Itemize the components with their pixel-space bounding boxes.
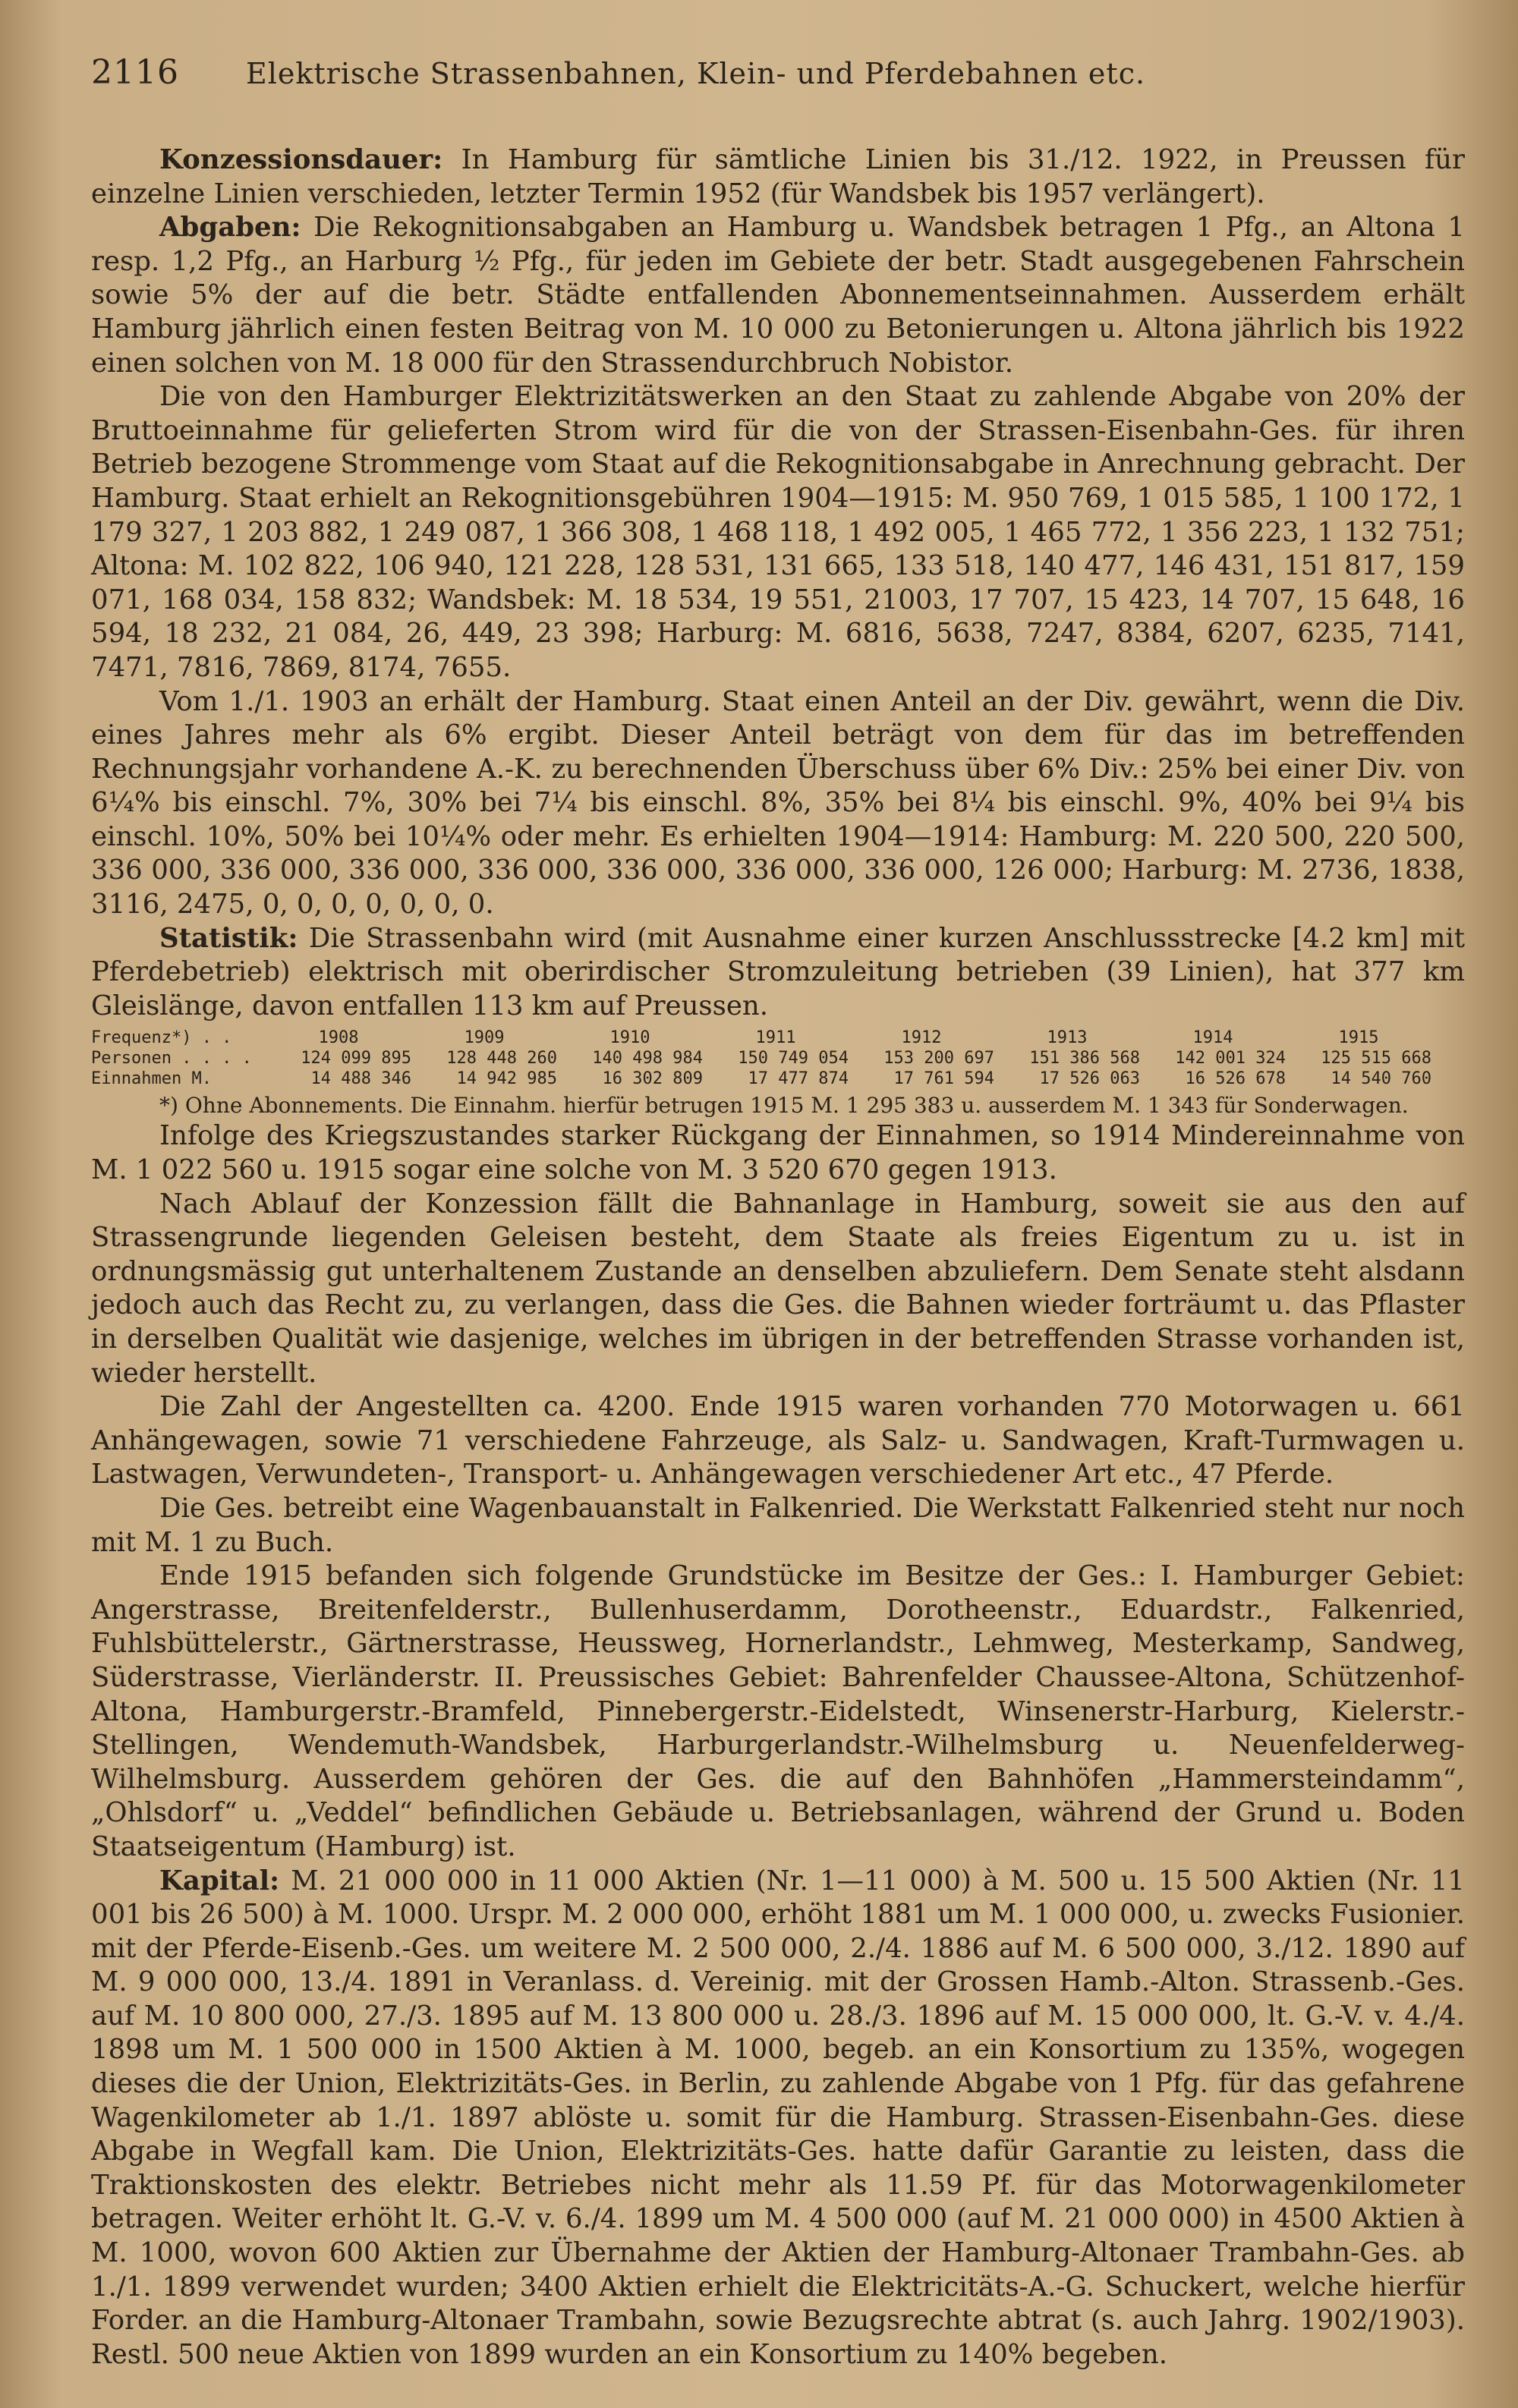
paragraph-abgabe-strom: Die von den Hamburger Elektrizitätswerken an den Staat zu zahlende Abgabe von 20% der Bruttoeinnahme für gelieferten Strom wird für die von der Strassen-Eisenbahn-Ges. für ihren Betrieb bezogene Strommenge vom Staat auf die Rekognitionsabgabe in Anrechnung gebracht. Der Hamburg. Staat erhielt an Rekognitionsgebühren 1904—1915: M. 950 769, 1 015 585, 1 100 172, 1 179 327, 1 203 882, 1 249 087, 1 366 308, 1 468 118, 1 492 005, 1 465 772, 1 356 223, 1 132 751; Altona: M. 102 822, 106 940, 121 228, 128 531, 131 665, 133 518, 140 477, 146 431, 151 817, 159 071, 168 034, 158 832; Wandsbek: M. 18 534, 19 551, 21003, 17 707, 15 423, 14 707, 15 648, 16 594, 18 232, 21 084, 26, 449, 23 398; Harburg: M. 6816, 5638, 7247, 8384, 6207, 6235, 7141, 7471, 7816, 7869, 8174, 7655. [91, 381, 1465, 683]
paragraph-statistik [91, 922, 1465, 1024]
year-cell: 1911 [755, 1028, 796, 1048]
year-cell: 1914 [1192, 1028, 1233, 1048]
table-cell: 150 749 054 [738, 1049, 849, 1069]
table-cell: 17 761 594 [893, 1069, 994, 1089]
table-cell: 125 515 668 [1321, 1049, 1431, 1069]
paragraph-ablauf: Nach Ablauf der Konzession fällt die Bahnanlage in Hamburg, soweit sie aus den auf Strassengrunde liegenden Geleisen besteht, dem Staate als freies Eigentum zu u. ist in ordnungsmässig gut unterhaltenem Zustande an denselben abzuliefern. Dem Senate steht alsdann jedoch auch das Recht zu, zu verlangen, dass die Ges. die Bahnen wieder forträumt u. das Pflaster in derselben Qualität wie dasjenige, welches im übrigen in der betreffenden Strasse vorhanden ist, wieder herstellt. [91, 1188, 1465, 1389]
table-cell: 14 942 985 [456, 1069, 557, 1089]
table-cell: 142 001 324 [1175, 1049, 1286, 1069]
year-cell: 1912 [901, 1028, 942, 1048]
paragraph-abgaben [91, 211, 1465, 380]
footnote: *) Ohne Abonnements. Die Einnahm. hierfür betrugen 1915 M. 1 295 383 u. ausserdem M. 1 343 für Sonderwagen. [159, 1093, 1409, 1119]
table-header-row [91, 1028, 1465, 1048]
label-statistik: Statistik: [159, 922, 298, 954]
paragraph-kapital [91, 1865, 1465, 2372]
running-title: Elektrische Strassenbahnen, Klein- und Pferdebahnen etc. [245, 57, 1146, 90]
table-cell: 14 540 760 [1331, 1069, 1431, 1089]
table-cell: 16 526 678 [1185, 1069, 1286, 1089]
table-row [91, 1069, 1465, 1089]
row-label: Einnahmen M. [91, 1069, 212, 1089]
year-cell: 1909 [464, 1028, 505, 1048]
table-cell: 128 448 260 [446, 1049, 557, 1069]
table-cell: 124 099 895 [301, 1049, 411, 1069]
table-cell: 153 200 697 [883, 1049, 994, 1069]
table-cell: 140 498 984 [592, 1049, 703, 1069]
paragraph-grundstuecke: Ende 1915 befanden sich folgende Grundstücke im Besitze der Ges.: I. Hamburger Gebiet: Angerstrasse, Breitenfelderstr., Bullenhuserdamm, Dorotheenstr., Eduardstr., Falkenried, Fuhlsbüttelerstr., Gärtnerstrasse, Heussweg, Hornerlandstr., Lehmweg, Mesterkamp, Sandweg, Süderstrasse, Vierländerstr. II. Preussisches Gebiet: Bahrenfelder Chaussee-Altona, Schützenhof-Altona, Hamburgerstr.-Bramfeld, Pinnebergerstr.-Eidelstedt, Winsenerstr-Harburg, Kielerstr.-Stellingen, Wendemuth-Wandsbek, Harburgerlandstr.-Wilhelmsburg u. Neuenfelderweg-Wilhelmsburg. Ausserdem gehören der Ges. die auf den Bahnhöfen „Hammersteindamm“, „Ohlsdorf“ u. „Veddel“ befindlichen Gebäude u. Betriebsanlagen, während der Grund u. Boden Staatseigentum (Hamburg) ist. [91, 1560, 1465, 1862]
text-kapital: M. 21 000 000 in 11 000 Aktien (Nr. 1—11 000) à M. 500 u. 15 500 Aktien (Nr. 11 001 bis 26 500) à M. 1000. Urspr. M. 2 000 000, erhöht 1881 um M. 1 000 000, u. zwecks Fusionier. mit der Pferde-Eisenb.-Ges. um weitere M. 2 500 000, 2./4. 1886 auf M. 6 500 000, 3./12. 1890 auf M. 9 000 000, 13./4. 1891 in Veranlass. d. Vereinig. mit der Grossen Hamb.-Alton. Strassenb.-Ges. auf M. 10 800 000, 27./3. 1895 auf M. 13 800 000 u. 28./3. 1896 auf M. 15 000 000, lt. G.-V. v. 4./4. 1898 um M. 1 500 000 in 1500 Aktien à M. 1000, begeb. an ein Konsortium zu 135%, wogegen dieses die der Union, Elektrizitäts-Ges. in Berlin, zu zahlende Abgabe von 1 Pfg. für das gefahrene Wagenkilometer ab 1./1. 1897 ablöste u. somit für die Hamburg. Strassen-Eisenbahn-Ges. diese Abgabe in Wegfall kam. Die Union, Elektrizitäts-Ges. hatte dafür Garantie zu leisten, dass die Traktionskosten des elektr. Betriebes nicht mehr als 11.59 Pf. für das Motorwagenkilometer betragen. Weiter erhöht lt. G.-V. v. 6./4. 1899 um M. 4 500 000 (auf M. 21 000 000) in 4500 Aktien à M. 1000, wovon 600 Aktien zur Übernahme der Aktien der Hamburg-Altonaer Trambahn-Ges. ab 1./1. 1899 verwendet wurden; 3400 Aktien erhielt die Elektricitäts-A.-G. Schuckert, welche hierfür Forder. an die Hamburg-Altonaer Trambahn, sowie Bezugsrechte abtrat (s. auch Jahrg. 1902/1903). Restl. 500 neue Aktien von 1899 wurden an ein Konsortium zu 140% begeben. [91, 1865, 1465, 2370]
table-header-label: Frequenz*) . . [91, 1028, 232, 1048]
table-cell: 17 526 063 [1039, 1069, 1140, 1089]
paragraph-dividende: Vom 1./1. 1903 an erhält der Hamburg. Staat einen Anteil an der Div. gewährt, wenn die Div. eines Jahres mehr als 6% ergibt. Dieser Anteil beträgt von dem für das im betreffenden Rechnungsjahr vorhandene A.-K. zu berechnenden Überschuss über 6% Div.: 25% bei einer Div. von 6¼% bis einschl. 7%, 30% bei 7¼ bis einschl. 8%, 35% bei 8¼ bis einschl. 9%, 40% bei 9¼ bis einschl. 10%, 50% bei 10¼% oder mehr. Es erhielten 1904—1914: Hamburg: M. 220 500, 220 500, 336 000, 336 000, 336 000, 336 000, 336 000, 336 000, 336 000, 126 000; Harburg: M. 2736, 1838, 3116, 2475, 0, 0, 0, 0, 0, 0, 0. [91, 685, 1465, 921]
table-cell: 14 488 346 [310, 1069, 411, 1089]
year-cell: 1915 [1338, 1028, 1379, 1048]
paragraph-konzession [91, 143, 1465, 211]
statistics-table [91, 1028, 1465, 1089]
running-header [91, 53, 1465, 92]
paragraph-krieg: Infolge des Kriegszustandes starker Rückgang der Einnahmen, so 1914 Mindereinnahme von M. 1 022 560 u. 1915 sogar eine solche von M. 3 520 670 gegen 1913. [91, 1120, 1465, 1186]
paragraph-angestellte: Die Zahl der Angestellten ca. 4200. Ende 1915 waren vorhanden 770 Motorwagen u. 661 Anhängewagen, sowie 71 verschiedene Fahrzeuge, als Salz- u. Sandwagen, Kraft-Turmwagen u. Lastwagen, Verwundeten-, Transport- u. Anhängewagen verschiedener Art etc., 47 Pferde. [91, 1391, 1465, 1490]
table-row [91, 1048, 1465, 1069]
text-abgaben: Die Rekognitionsabgaben an Hamburg u. Wandsbek betragen 1 Pfg., an Altona 1 resp. 1,2 Pfg., an Harburg ½ Pfg., für jeden im Gebiete der betr. Stadt ausgegebenen Fahrschein sowie 5% der auf die betr. Städte entfallenden Abonnementseinnahmen. Ausserdem erhält Hamburg jährlich einen festen Beitrag von M. 10 000 zu Betonierungen u. Altona jährlich bis 1922 einen solchen von M. 18 000 für den Strassendurchbruch Nobistor. [91, 212, 1465, 379]
year-cell: 1913 [1047, 1028, 1088, 1048]
year-cell: 1910 [609, 1028, 650, 1048]
text-konzession: In Hamburg für sämtliche Linien bis 31./12. 1922, in Preussen für einzelne Linien verschieden, letzter Termin 1952 (für Wandsbek bis 1957 verlängert). [91, 144, 1465, 209]
text-statistik: Die Strassenbahn wird (mit Ausnahme einer kurzen Anschlussstrecke [4.2 km] mit Pferdebetrieb) elektrisch mit oberirdischer Stromzuleitung betrieben (39 Linien), hat 377 km Gleislänge, davon entfallen 113 km auf Preussen. [91, 922, 1465, 1021]
table-cell: 17 477 874 [748, 1069, 849, 1089]
table-cell: 16 302 809 [602, 1069, 703, 1089]
table-cell: 151 386 568 [1029, 1049, 1140, 1069]
paragraph-werkstatt: Die Ges. betreibt eine Wagenbauanstalt in Falkenried. Die Werkstatt Falkenried steht nur noch mit M. 1 zu Buch. [91, 1492, 1465, 1558]
label-abgaben: Abgaben: [159, 212, 301, 244]
row-label: Personen . . . . [91, 1049, 252, 1069]
label-kapital: Kapital: [159, 1865, 280, 1896]
page-number: 2116 [91, 53, 179, 92]
year-cell: 1908 [318, 1028, 359, 1048]
label-konzession: Konzessionsdauer: [159, 144, 443, 175]
